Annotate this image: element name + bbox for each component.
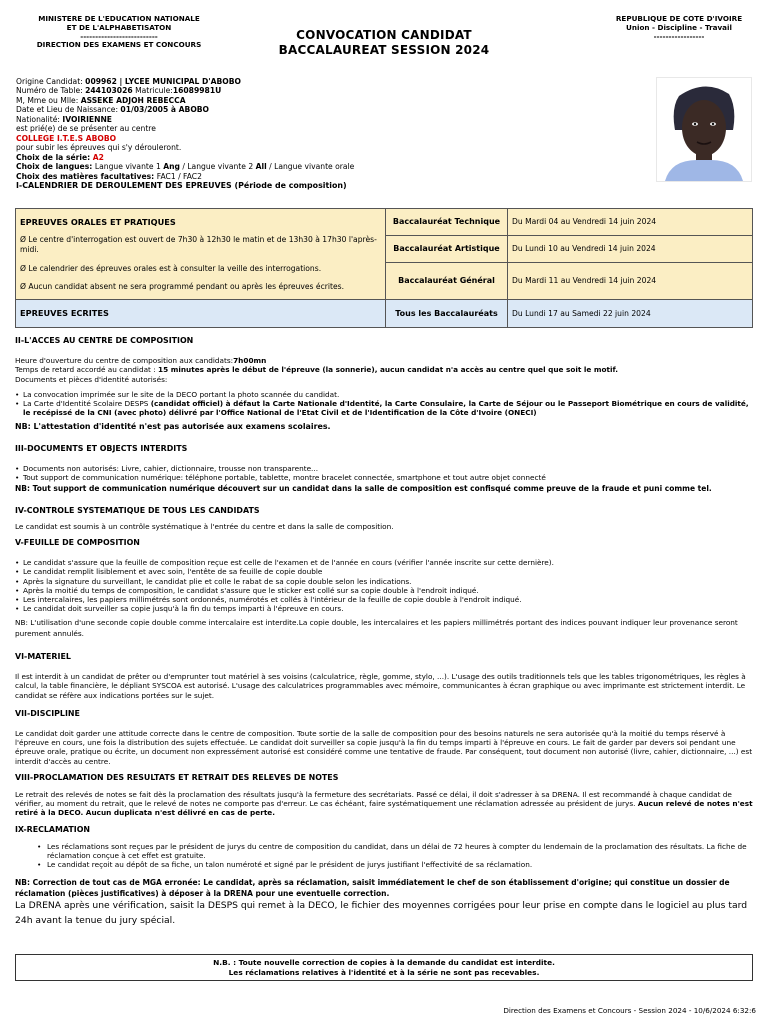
proclamation-text — [15, 790, 755, 818]
candidate-photo — [656, 77, 752, 182]
bac-dates-cell: Du Mardi 11 au Vendredi 14 juin 2024 — [508, 263, 753, 300]
heure-value: 7h00mn — [233, 356, 267, 366]
final-notice-box — [15, 954, 753, 981]
candidate-info — [16, 77, 636, 191]
candidate-photo-image — [657, 78, 751, 181]
interdits-list — [15, 464, 755, 483]
list-item: • Après la signature du surveillant, le candidat plie et colle le rabat de sa copie double selon les indications. — [15, 577, 755, 586]
bac-dates-cell: Du Mardi 04 au Vendredi 14 juin 2024 — [508, 209, 753, 236]
retard-value: 15 minutes après le début de l'épreuve (la sonnerie), aucun candidat n'a accès au centre quel que soit le motif. — [158, 365, 619, 375]
lv2-label: / Langue vivante 2 — [179, 162, 256, 172]
matricule-value: 16089981U — [172, 86, 222, 96]
exam-centre: COLLEGE I.T.E.S ABOBO — [16, 133, 117, 143]
birth-value: 01/03/2005 à ABOBO — [120, 105, 210, 115]
oral-title: EPREUVES ORALES ET PRATIQUES — [20, 216, 176, 227]
bac-type-cell: Baccalauréat Artistique — [386, 236, 508, 263]
oral-info-cell — [16, 209, 386, 300]
title-line-2: BACCALAUREAT SESSION 2024 — [278, 43, 490, 57]
retard-line — [15, 365, 755, 374]
docs-line: Documents et pièces d'identité autorisés: — [15, 374, 168, 384]
serie-value: A2 — [92, 152, 104, 162]
acces-nb: NB: L'attestation d'identité n'est pas autorisée aux examens scolaires. — [15, 421, 331, 431]
lv-oral-label: / Langue vivante orale — [266, 162, 355, 172]
facult-label: Choix des matières facultatives: — [16, 171, 157, 181]
heure-label: Heure d'ouverture du centre de composition aux candidats: — [15, 356, 234, 366]
list-item: • La convocation imprimée sur le site de la DECO portant la photo scannée du candidat. — [15, 390, 755, 399]
name-line — [16, 96, 636, 105]
proclamation-paragraph: Le retrait des relevés de notes se fait dès la proclamation des résultats jusqu'à la fermeture des secrétariats. Passé ce délai, il doit s'adresser à sa DRENA. Il est recommandé à chaque candidat de vérifier, au moment du retrait, que le relevé de notes ne comporte pas d'erreur. Le cas échéant, faire systématiquement une réclamation adressée au président de jurys. — [15, 789, 732, 809]
list-item: • Le candidat remplit lisiblement et avec soin, l'entête de sa feuille de copie double — [15, 567, 755, 576]
bac-dates-cell: Du Lundi 10 au Vendredi 14 juin 2024 — [508, 236, 753, 263]
title-line-1: CONVOCATION CANDIDAT — [296, 28, 472, 42]
list-item: • Le candidat reçoit au dépôt de sa fiche, un talon numéroté et signé par le président de jurys justifiant l'effectivité de sa réclamation. — [15, 860, 755, 869]
prie-line: est prié(e) de se présenter au centre — [16, 124, 156, 134]
lv1-label: Langue vivante 1 — [94, 162, 164, 172]
section-discipline-title: VII-DISCIPLINE — [15, 708, 80, 718]
oral-paragraph-3: Ø Aucun candidat absent ne sera programmé pendant ou après les épreuves écrites. — [20, 281, 345, 291]
section-proclamation-title: VIII-PROCLAMATION DES RESULTATS ET RETRAIT DES RELEVES DE NOTES — [15, 772, 339, 782]
direction-line: DIRECTION DES EXAMENS ET CONCOURS — [36, 40, 202, 50]
serie-label: Choix de la série: — [16, 152, 93, 162]
facultatives-line — [16, 172, 636, 181]
name-value: ASSEKE ADJOH REBECCA — [80, 95, 186, 105]
langues-line — [16, 162, 636, 171]
section-reclamation-title: IX-RECLAMATION — [15, 824, 91, 834]
matricule-label: Matricule: — [132, 86, 173, 96]
list-item: • Le candidat doit surveiller sa copie jusqu'à la fin du temps imparti à l'épreuve en cours. — [15, 604, 755, 613]
facult-value: FAC1 / FAC2 — [156, 171, 202, 181]
origine-label: Origine Candidat: — [16, 77, 86, 86]
name-label: M, Mme ou Mlle: — [16, 95, 81, 105]
feuille-list — [15, 558, 755, 614]
lv1-value: Ang — [163, 162, 180, 172]
nationality-line — [16, 115, 636, 124]
materiel-text: Il est interdit à un candidat de prêter ou d'emprunter tout matériel à ses voisins (calculatrice, règle, gomme, stylo, ...). L'usage des outils traditionnels tels que les tables trigonométriques, les règles à calcul, la table financière, le dépliant SYSCOA est autorisé. L'usage des calculatrices programmables avec mémoire, communicantes à écran graphique ou avec imprimante est strictement interdit. Le candidat se réfère aux indications portées sur le sujet. — [15, 672, 746, 700]
table-label: Numéro de Table: — [16, 86, 86, 96]
list-item: • Tout support de communication numérique: téléphone portable, tablette, montre bracelet connectée, smartphone et tout autre objet connecté — [15, 473, 755, 482]
ecrites-title: EPREUVES ECRITES — [20, 308, 109, 319]
list-item: • Le candidat s'assure que la feuille de composition reçue est celle de l'examen et de l'année en cours (vérifier l'année inscrite sur cette dernière). — [15, 558, 755, 567]
final-notice-line-1: N.B. : Toute nouvelle correction de copies à la demande du candidat est interdite. — [213, 958, 555, 967]
ecrites-dates-cell: Du Lundi 17 au Samedi 22 juin 2024 — [508, 300, 753, 328]
heure-line — [15, 356, 755, 365]
discipline-text: Le candidat doit garder une attitude correcte dans le centre de composition. Toute sortie de la salle de composition pour des besoins naturels ne sera autorisée qu'à la moitié du temps réservé à l'épreuve en cours, une fois la distribution des sujets effectuée. Le candidat doit surveiller sa copie jusqu'à la fin du temps imparti à l'épreuve en cours. Le fait de garder par devers soi pendant une épreuve orale, pratique ou écrite, un document non expressément autorisé est considéré comme une tentative de fraude. Par conséquent, tout document non autorisé (livre, cahier, dictionnaire, ...) est interdit d'accès au centre. — [15, 728, 753, 766]
interdits-nb: NB: Tout support de communication numérique découvert sur un candidat dans la salle de composition est confisqué comme preuve de la fraude et puni comme tel. — [15, 484, 712, 494]
controle-text: Le candidat est soumis à un contrôle systématique à l'entrée du centre et dans la salle de composition. — [15, 521, 394, 531]
section-feuille-title: V-FEUILLE DE COMPOSITION — [15, 538, 140, 548]
birth-label: Date et Lieu de Naissance: — [16, 105, 121, 115]
section-materiel-title: VI-MATERIEL — [15, 652, 71, 661]
oral-paragraph-1: Ø Le centre d'interrogation est ouvert de 7h30 à 12h30 le matin et de 13h30 à 17h30 l'après-midi. — [20, 235, 377, 255]
serie-line — [16, 153, 636, 162]
section-acces-title: II-L'ACCES AU CENTRE DE COMPOSITION — [15, 336, 194, 345]
origine-value: 009962 | LYCEE MUNICIPAL D'ABOBO — [85, 77, 241, 86]
calendar-table — [15, 208, 753, 328]
docs-list — [15, 390, 755, 418]
feuille-nb: NB: L'utilisation d'une seconde copie double comme intercalaire est interdite.La copie double, les intercalaires et les papiers millimétrés portant des indices pouvant indiquer leur provenance seront purement annulés. — [15, 617, 738, 639]
table-line — [16, 86, 636, 95]
republic-motto: Union - Discipline - Travail — [626, 22, 732, 32]
republic-header — [604, 15, 754, 41]
bac-type-cell: Baccalauréat Général — [386, 263, 508, 300]
calendar-row-technique — [16, 209, 753, 236]
section-controle-title: IV-CONTROLE SYSTEMATIQUE DE TOUS LES CANDIDATS — [15, 505, 260, 515]
final-notice-line-2: Les réclamations relatives à l'identité et à la série ne sont pas recevables. — [228, 967, 540, 977]
reclamation-list — [15, 842, 755, 870]
oral-paragraph-2: Ø Le calendrier des épreuves orales est à consulter la veille des interrogations. — [20, 263, 322, 273]
subir-line: pour subir les épreuves qui s'y dérouleront. — [16, 143, 182, 153]
list-item: • Après la moitié du temps de composition, le candidat s'assure que le sticker est collé sur sa copie double à l'endroit indiqué. — [15, 586, 755, 595]
table-value: 244103026 — [85, 86, 133, 96]
republic-line-1: REPUBLIQUE DE COTE D'IVOIRE — [615, 14, 743, 23]
nationality-label: Nationalité: — [16, 114, 63, 124]
reclamation-drena-text: La DRENA après une vérification, saisit la DESPS qui remet à la DECO, le fichier des moyennes corrigées pour leur prise en compte dans le logiciel au plus tard 24h avant la tenue du jury spécial. — [15, 900, 748, 926]
ministry-line-2: ET DE L'ALPHABETISATON — [66, 22, 172, 32]
calendar-row-ecrites — [16, 300, 753, 328]
birth-line — [16, 105, 636, 114]
list-item: • Les réclamations sont reçues par le président de jurys du centre de composition du candidat, dans un délai de 72 heures à compter du lendemain de la proclamation des résultats. La fiche de réclamation conçue à cet effet est gratuite. — [15, 842, 755, 861]
bac-type-cell: Baccalauréat Technique — [386, 209, 508, 236]
ministry-separator: -------------------------- — [80, 31, 158, 41]
carte-label: La Carte d'Identité Scolaire DESPS — [23, 399, 151, 409]
section-calendar-title: I-CALENDRIER DE DEROULEMENT DES EPREUVES (Période de composition) — [16, 181, 347, 191]
ecrites-type-cell: Tous les Baccalauréats — [386, 300, 508, 328]
proclamation-bold: Aucun relevé de notes n'est retiré à la DECO. Aucun duplicata n'est délivré en cas de perte. — [15, 799, 753, 818]
list-item: • Les intercalaires, les papiers millimétrés sont ordonnés, numérotés et collés à l'intérieur de la feuille de copie double à l'endroit indiqué. — [15, 595, 755, 604]
nationality-value: IVOIRIENNE — [62, 114, 112, 124]
republic-separator: ----------------- — [653, 31, 705, 41]
lv2-value: All — [255, 162, 267, 172]
reclamation-nb: NB: Correction de tout cas de MGA erronée: Le candidat, après sa réclamation, saisit immédiatement le chef de son établissement d'origine; qui constitue un dossier de réclamation (pièces justificatives) à déposer à la DRENA pour une eventuelle correction. — [15, 877, 730, 898]
instructions-body — [15, 336, 755, 929]
carte-details: (candidat officiel) à défaut la Carte Nationale d'Identité, la Carte Consulaire, la Carte de Séjour ou le Passeport Biométrique en cours de validité, le recépissé de la CNI (avec photo) délivré par l'Office National de l'Etat Civil et de l'Identification de la Côte d'Ivoire (ONECI) — [23, 399, 749, 418]
page-footer: Direction des Examens et Concours - Session 2024 - 10/6/2024 6:32:6 — [503, 1006, 756, 1015]
langues-label: Choix de langues: — [16, 162, 95, 172]
ministry-line-1: MINISTERE DE L'EDUCATION NATIONALE — [38, 14, 200, 23]
ecrites-title-cell — [16, 300, 386, 328]
list-item — [15, 399, 755, 418]
retard-label: Temps de retard accordé au candidat : — [15, 365, 159, 375]
list-item: • Documents non autorisés: Livre, cahier, dictionnaire, trousse non transparente... — [15, 464, 755, 473]
origine-line — [16, 77, 636, 86]
section-interdits-title: III-DOCUMENTS ET OBJECTS INTERDITS — [15, 443, 188, 453]
